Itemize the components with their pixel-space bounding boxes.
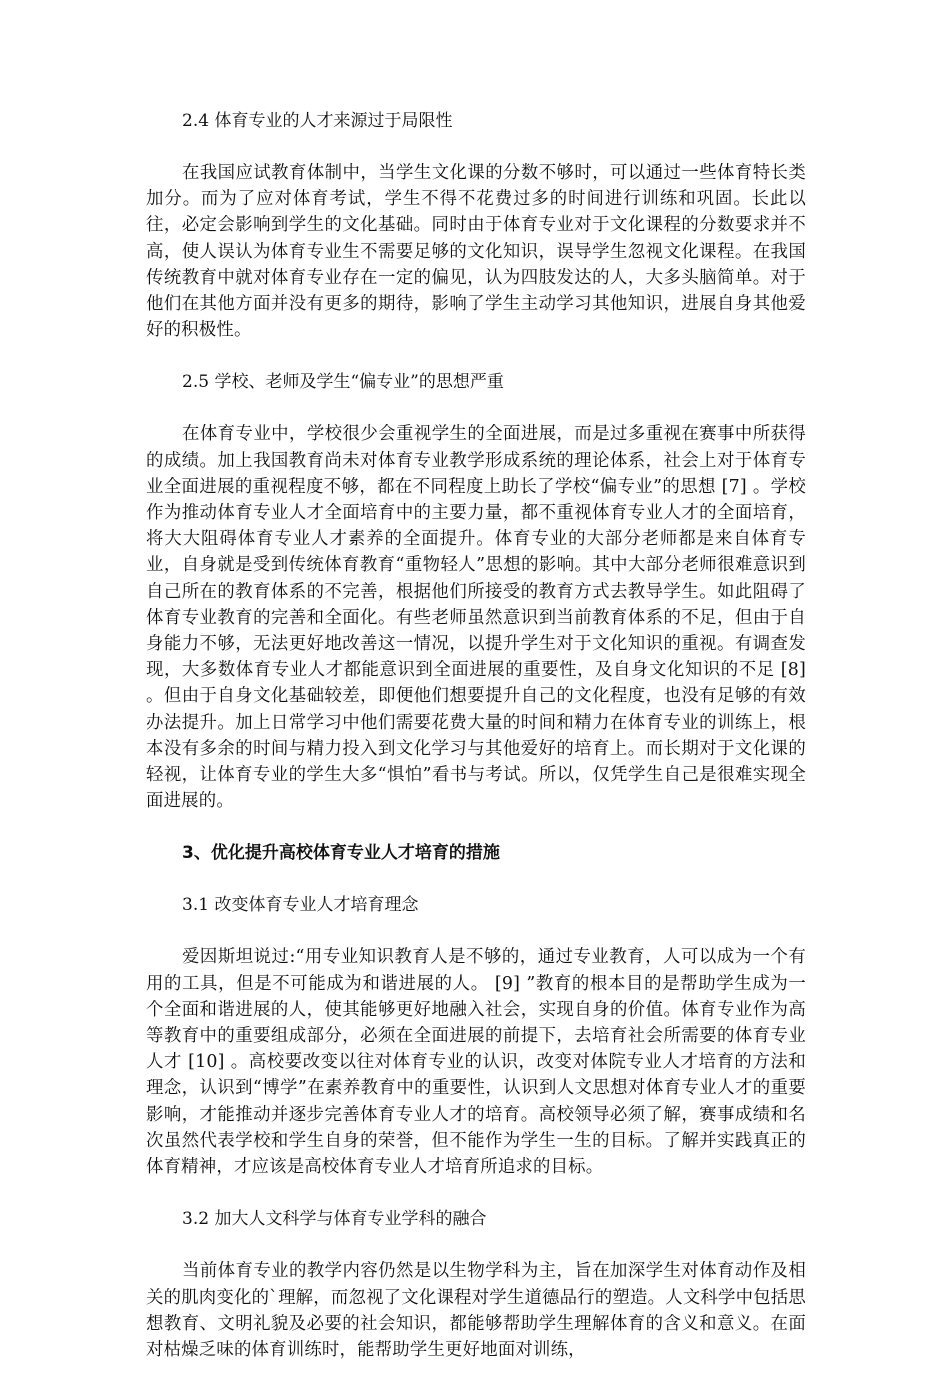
section-heading-3-2: 3.2 加大人文科学与体育专业学科的融合 xyxy=(182,1209,487,1230)
paragraph-2-4: 在我国应试教育体制中，当学生文化课的分数不够时，可以通过一些体育特长类加分。而为了应对体育考试，学生不得不花费过多的时间进行训练和巩固。长此以往，必定会影响到学生的文化基础。同时由于体育专业对于文化课程的分数要求并不高，使人误认为体育专业生不需要足够的文化知识，误导学生忽视文化课程。在我国传统教育中就对体育专业存在一定的偏见，认为四肢发达的人，大多头脑简单。对于他们在其他方面并没有更多的期待，影响了学生主动学习其他知识，进展自身其他爱好的积极性。 xyxy=(146,163,806,341)
paragraph-3-1: 爱因斯坦说过:“用专业知识教育人是不够的，通过专业教育，人可以成为一个有用的工具，但是不可能成为和谐进展的人。 [9] ”教育的根本目的是帮助学生成为一个全面和谐进展的人，使其能够更好地融入社会，实现自身的价值。体育专业作为高等教育中的重要组成部分，必须在全面进展的前提下，去培育社会所需要的体育专业人才 [10] 。高校要改变以往对体育专业的认识，改变对体院专业人才培育的方法和理念，认识到“博学”在素养教育中的重要性，认识到人文思想对体育专业人才的重要影响，才能推动并逐步完善体育专业人才的培育。高校领导必须了解，赛事成绩和名次虽然代表学校和学生自身的荣誉，但不能作为学生一生的目标。了解并实践真正的体育精神，才应该是高校体育专业人才培育所追求的目标。 xyxy=(146,947,806,1178)
paragraph-3-2: 当前体育专业的教学内容仍然是以生物学科为主，旨在加深学生对体育动作及相关的肌肉变化的`理解，而忽视了文化课程对学生道德品行的塑造。人文科学中包括思想教育、文明礼貌及必要的社会知识，都能够帮助学生理解体育的含义和意义。在面对枯燥乏味的体育训练时，能帮助学生更好地面对训练， xyxy=(146,1261,806,1360)
section-heading-2-5: 2.5 学校、老师及学生“偏专业”的思想严重 xyxy=(182,372,504,393)
paragraph-2-5: 在体育专业中，学校很少会重视学生的全面进展，而是过多重视在赛事中所获得的成绩。加上我国教育尚未对体育专业教学形成系统的理论体系，社会上对于体育专业全面进展的重视程度不够，都在不同程度上助长了学校“偏专业”的思想 [7] 。学校作为推动体育专业人才全面培育中的主要力量，都不重视体育专业人才的全面培育，将大大阻碍体育专业人才素养的全面提升。体育专业的大部分老师都是来自体育专业，自身就是受到传统体育教育“重物轻人”思想的影响。其中大部分老师很难意识到自己所在的教育体系的不完善，根据他们所接受的教育方式去教导学生。如此阻碍了体育专业教育的完善和全面化。有些老师虽然意识到当前教育体系的不足，但由于自身能力不够，无法更好地改善这一情况，以提升学生对于文化知识的重视。有调查发现，大多数体育专业人才都能意识到全面进展的重要性，及自身文化知识的不足 [8] 。但由于自身文化基础较差，即便他们想要提升自己的文化程度，也没有足够的有效办法提升。加上日常学习中他们需要花费大量的时间和精力在体育专业的训练上，根本没有多余的时间与精力投入到文化学习与其他爱好的培育上。而长期对于文化课的轻视，让体育专业的学生大多“惧怕”看书与考试。所以，仅凭学生自己是很难实现全面进展的。 xyxy=(146,424,806,812)
document-body xyxy=(146,108,806,1389)
chapter-heading-3: 3、优化提升高校体育专业人才培育的措施 xyxy=(182,843,500,864)
section-heading-2-4: 2.4 体育专业的人才来源过于局限性 xyxy=(182,111,453,131)
section-heading-3-1: 3.1 改变体育专业人才培育理念 xyxy=(182,895,419,916)
